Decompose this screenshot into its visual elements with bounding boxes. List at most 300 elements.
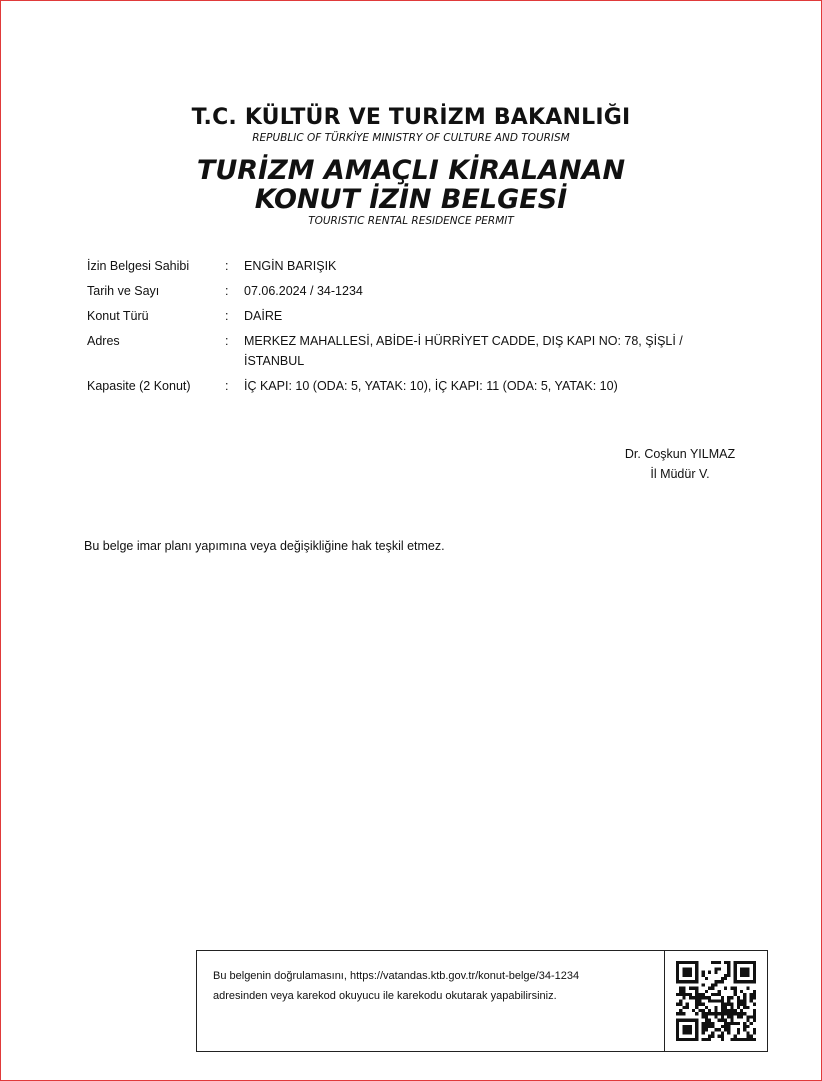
- qr-module: [718, 1028, 721, 1031]
- qr-module: [730, 1006, 733, 1009]
- qr-module: [695, 967, 698, 970]
- qr-module: [679, 980, 682, 983]
- qr-module: [689, 993, 692, 996]
- qr-module: [737, 1015, 740, 1018]
- qr-module: [746, 974, 749, 977]
- qr-module: [746, 987, 749, 990]
- qr-module: [695, 980, 698, 983]
- qr-module: [734, 974, 737, 977]
- qr-module: [746, 971, 749, 974]
- qr-module: [695, 1028, 698, 1031]
- signature-block: [560, 444, 800, 484]
- qr-module: [695, 987, 698, 990]
- qr-module: [743, 1028, 746, 1031]
- qr-module: [740, 961, 743, 964]
- field-label: Adres: [87, 334, 120, 348]
- qr-module: [682, 967, 685, 970]
- qr-module: [702, 1038, 705, 1041]
- qr-module: [743, 974, 746, 977]
- qr-module: [743, 971, 746, 974]
- qr-module: [705, 1015, 708, 1018]
- qr-module: [686, 1028, 689, 1031]
- qr-module: [746, 1035, 749, 1038]
- qr-module: [676, 1031, 679, 1034]
- qr-module: [708, 1022, 711, 1025]
- qr-module: [705, 1012, 708, 1015]
- field-label: Tarih ve Sayı: [87, 284, 160, 298]
- qr-module: [689, 974, 692, 977]
- field-row-capacity: [87, 376, 747, 396]
- document-title: [0, 156, 822, 214]
- qr-module: [676, 1028, 679, 1031]
- qr-module: [721, 1038, 724, 1041]
- qr-module: [695, 1019, 698, 1022]
- qr-module: [689, 1019, 692, 1022]
- qr-module: [679, 1003, 682, 1006]
- qr-module: [746, 1015, 749, 1018]
- qr-module: [689, 987, 692, 990]
- qr-module: [682, 990, 685, 993]
- field-row-owner: [87, 256, 747, 276]
- qr-module: [753, 977, 756, 980]
- qr-module: [727, 974, 730, 977]
- qr-module: [721, 977, 724, 980]
- qr-module: [727, 967, 730, 970]
- qr-module: [708, 999, 711, 1002]
- qr-module: [695, 1022, 698, 1025]
- qr-module: [676, 1012, 679, 1015]
- qr-module: [721, 1006, 724, 1009]
- qr-module: [737, 1022, 740, 1025]
- field-label: İzin Belgesi Sahibi: [87, 259, 190, 273]
- qr-module: [695, 974, 698, 977]
- qr-module: [743, 961, 746, 964]
- qr-module: [676, 1035, 679, 1038]
- qr-module: [676, 1003, 679, 1006]
- qr-module: [734, 1009, 737, 1012]
- qr-module: [718, 1012, 721, 1015]
- qr-module: [682, 980, 685, 983]
- qr-module: [711, 1025, 714, 1028]
- qr-module: [682, 987, 685, 990]
- qr-module: [737, 1006, 740, 1009]
- qr-module: [734, 961, 737, 964]
- qr-module: [734, 1012, 737, 1015]
- qr-module: [705, 990, 708, 993]
- qr-module: [743, 1022, 746, 1025]
- qr-module: [686, 974, 689, 977]
- field-value: İÇ KAPI: 10 (ODA: 5, YATAK: 10), İÇ KAPI: 11 (ODA: 5, YATAK: 10): [244, 379, 618, 393]
- qr-module: [689, 967, 692, 970]
- qr-module: [727, 971, 730, 974]
- qr-module: [695, 1025, 698, 1028]
- address-line2: İSTANBUL: [244, 354, 305, 368]
- qr-module: [750, 993, 753, 996]
- qr-module: [750, 996, 753, 999]
- qr-module: [689, 996, 692, 999]
- qr-module: [724, 977, 727, 980]
- qr-module: [734, 1022, 737, 1025]
- qr-module: [730, 1003, 733, 1006]
- qr-module: [750, 1035, 753, 1038]
- qr-module: [743, 1003, 746, 1006]
- qr-module: [721, 1003, 724, 1006]
- qr-module: [724, 1025, 727, 1028]
- qr-module: [676, 977, 679, 980]
- qr-module: [746, 1038, 749, 1041]
- qr-module: [730, 996, 733, 999]
- qr-module: [734, 990, 737, 993]
- qr-module: [686, 980, 689, 983]
- qr-code-cell: [664, 951, 767, 1051]
- qr-module: [718, 1035, 721, 1038]
- qr-module: [740, 980, 743, 983]
- document-header: [0, 104, 822, 228]
- qr-module: [737, 1028, 740, 1031]
- qr-module: [676, 993, 679, 996]
- qr-module: [686, 1006, 689, 1009]
- qr-module: [753, 1019, 756, 1022]
- qr-module: [727, 1022, 730, 1025]
- field-value: 07.06.2024 / 34-1234: [244, 284, 363, 298]
- qr-module: [740, 999, 743, 1002]
- qr-module: [695, 1003, 698, 1006]
- qr-module: [753, 996, 756, 999]
- qr-module: [698, 996, 701, 999]
- qr-module: [724, 961, 727, 964]
- qr-module: [740, 971, 743, 974]
- qr-module: [702, 971, 705, 974]
- qr-module: [746, 980, 749, 983]
- qr-module: [743, 993, 746, 996]
- qr-module: [679, 990, 682, 993]
- qr-module: [734, 980, 737, 983]
- qr-module: [734, 993, 737, 996]
- qr-module: [695, 1006, 698, 1009]
- qr-module: [682, 1031, 685, 1034]
- qr-module: [734, 964, 737, 967]
- qr-module: [698, 999, 701, 1002]
- qr-module: [737, 1031, 740, 1034]
- document-title-line2: KONUT İZİN BELGESİ: [254, 184, 568, 215]
- qr-module: [676, 974, 679, 977]
- qr-module: [730, 987, 733, 990]
- qr-module: [746, 1006, 749, 1009]
- qr-module: [686, 967, 689, 970]
- qr-module: [718, 961, 721, 964]
- qr-module: [705, 1022, 708, 1025]
- qr-module: [695, 1038, 698, 1041]
- field-colon: :: [225, 334, 229, 348]
- qr-module: [714, 967, 717, 970]
- qr-module: [718, 967, 721, 970]
- field-colon: :: [225, 259, 229, 273]
- qr-module: [682, 971, 685, 974]
- qr-module: [682, 1019, 685, 1022]
- qr-module: [695, 961, 698, 964]
- qr-module: [721, 1012, 724, 1015]
- qr-module: [721, 1015, 724, 1018]
- qr-module: [711, 1031, 714, 1034]
- qr-module: [714, 1012, 717, 1015]
- qr-module: [743, 999, 746, 1002]
- qr-code-icon: [676, 961, 756, 1041]
- qr-module: [695, 977, 698, 980]
- qr-module: [734, 971, 737, 974]
- qr-module: [753, 1015, 756, 1018]
- qr-module: [695, 1031, 698, 1034]
- qr-module: [679, 1019, 682, 1022]
- qr-module: [746, 961, 749, 964]
- qr-module: [737, 1038, 740, 1041]
- qr-module: [740, 1012, 743, 1015]
- qr-module: [676, 961, 679, 964]
- qr-module: [746, 1019, 749, 1022]
- qr-module: [724, 1019, 727, 1022]
- qr-module: [727, 964, 730, 967]
- qr-module: [689, 1031, 692, 1034]
- qr-module: [689, 961, 692, 964]
- verification-line2: adresinden veya karekod okuyucu ile karekodu okutarak yapabilirsiniz.: [213, 990, 557, 1002]
- qr-module: [692, 996, 695, 999]
- field-row-address: [87, 331, 747, 371]
- qr-module: [753, 990, 756, 993]
- qr-module: [721, 1031, 724, 1034]
- qr-module: [698, 1009, 701, 1012]
- qr-module: [682, 974, 685, 977]
- qr-module: [676, 964, 679, 967]
- qr-module: [702, 1025, 705, 1028]
- qr-module: [737, 1012, 740, 1015]
- qr-module: [721, 996, 724, 999]
- qr-module: [676, 971, 679, 974]
- qr-module: [727, 961, 730, 964]
- qr-module: [708, 1012, 711, 1015]
- qr-module: [686, 1025, 689, 1028]
- qr-module: [708, 996, 711, 999]
- qr-module: [695, 964, 698, 967]
- qr-module: [702, 996, 705, 999]
- qr-module: [714, 971, 717, 974]
- qr-module: [718, 993, 721, 996]
- qr-module: [724, 1022, 727, 1025]
- qr-module: [724, 1006, 727, 1009]
- qr-module: [686, 1019, 689, 1022]
- address-line1: MERKEZ MAHALLESİ, ABİDE-İ HÜRRİYET CADDE, DIŞ KAPI NO: 78, ŞİŞLİ /: [244, 334, 683, 348]
- qr-module: [686, 1003, 689, 1006]
- qr-module: [734, 967, 737, 970]
- qr-module: [689, 1028, 692, 1031]
- qr-module: [721, 1019, 724, 1022]
- qr-module: [737, 961, 740, 964]
- qr-module: [753, 993, 756, 996]
- qr-module: [737, 980, 740, 983]
- verification-text: [197, 951, 664, 1051]
- qr-module: [698, 1003, 701, 1006]
- qr-module: [708, 1035, 711, 1038]
- qr-module: [679, 993, 682, 996]
- qr-module: [740, 967, 743, 970]
- qr-module: [682, 961, 685, 964]
- qr-module: [682, 1028, 685, 1031]
- qr-module: [737, 996, 740, 999]
- qr-module: [727, 1028, 730, 1031]
- qr-module: [718, 999, 721, 1002]
- qr-module: [705, 1038, 708, 1041]
- qr-module: [724, 974, 727, 977]
- field-value: DAİRE: [244, 309, 283, 323]
- qr-module: [721, 1009, 724, 1012]
- qr-module: [695, 993, 698, 996]
- qr-module: [743, 996, 746, 999]
- qr-module: [730, 1038, 733, 1041]
- qr-module: [692, 1009, 695, 1012]
- qr-module: [730, 1015, 733, 1018]
- qr-module: [705, 977, 708, 980]
- qr-module: [708, 987, 711, 990]
- qr-module: [711, 987, 714, 990]
- signatory-role: İl Müdür V.: [650, 467, 710, 481]
- qr-module: [702, 1015, 705, 1018]
- qr-module: [702, 983, 705, 986]
- ministry-title-english: REPUBLIC OF TÜRKİYE MINISTRY OF CULTURE AND TOURISM: [252, 132, 570, 144]
- qr-module: [734, 1035, 737, 1038]
- qr-module: [714, 1009, 717, 1012]
- qr-module: [753, 974, 756, 977]
- qr-module: [730, 1009, 733, 1012]
- verification-line1: Bu belgenin doğrulamasını, https://vatandas.ktb.gov.tr/konut-belge/34-1234: [213, 970, 580, 982]
- qr-module: [714, 999, 717, 1002]
- qr-module: [676, 1019, 679, 1022]
- qr-module: [718, 990, 721, 993]
- qr-module: [682, 993, 685, 996]
- qr-module: [702, 1022, 705, 1025]
- qr-module: [679, 1012, 682, 1015]
- qr-module: [740, 974, 743, 977]
- qr-module: [676, 1022, 679, 1025]
- qr-module: [730, 1012, 733, 1015]
- qr-module: [727, 999, 730, 1002]
- qr-module: [711, 961, 714, 964]
- qr-module: [753, 1028, 756, 1031]
- qr-module: [740, 990, 743, 993]
- qr-module: [686, 971, 689, 974]
- field-value-address: [244, 331, 747, 371]
- qr-module: [711, 1035, 714, 1038]
- qr-module: [734, 977, 737, 980]
- qr-module: [714, 961, 717, 964]
- qr-module: [708, 1025, 711, 1028]
- qr-module: [705, 1025, 708, 1028]
- qr-module: [695, 1012, 698, 1015]
- qr-module: [740, 1038, 743, 1041]
- qr-module: [698, 993, 701, 996]
- qr-module: [753, 967, 756, 970]
- qr-module: [682, 1012, 685, 1015]
- qr-module: [727, 996, 730, 999]
- field-row-date-number: [87, 281, 747, 301]
- qr-module: [746, 1031, 749, 1034]
- qr-module: [750, 1015, 753, 1018]
- permit-fields: [87, 256, 747, 401]
- qr-module: [734, 987, 737, 990]
- field-label: Konut Türü: [87, 309, 149, 323]
- qr-module: [682, 1025, 685, 1028]
- qr-module: [721, 999, 724, 1002]
- qr-module: [705, 1019, 708, 1022]
- qr-module: [702, 1028, 705, 1031]
- qr-module: [737, 999, 740, 1002]
- qr-module: [753, 1038, 756, 1041]
- qr-module: [711, 983, 714, 986]
- qr-module: [743, 1012, 746, 1015]
- document-title-english: TOURISTIC RENTAL RESIDENCE PERMIT: [308, 215, 514, 227]
- qr-module: [695, 971, 698, 974]
- qr-module: [702, 1031, 705, 1034]
- field-colon: :: [225, 284, 229, 298]
- qr-module: [689, 980, 692, 983]
- qr-module: [753, 1031, 756, 1034]
- qr-module: [724, 1028, 727, 1031]
- qr-module: [679, 1038, 682, 1041]
- document-title-line1: TURİZM AMAÇLI KİRALANAN: [196, 155, 626, 186]
- qr-module: [730, 1019, 733, 1022]
- qr-module: [740, 1003, 743, 1006]
- field-row-residence-type: [87, 306, 747, 326]
- qr-module: [746, 967, 749, 970]
- verification-box: [196, 950, 768, 1052]
- qr-module: [676, 1025, 679, 1028]
- qr-module: [686, 1031, 689, 1034]
- qr-module: [679, 987, 682, 990]
- qr-module: [702, 1003, 705, 1006]
- qr-module: [750, 1038, 753, 1041]
- qr-module: [746, 1025, 749, 1028]
- qr-module: [692, 980, 695, 983]
- qr-module: [705, 1028, 708, 1031]
- qr-module: [676, 967, 679, 970]
- qr-module: [686, 1038, 689, 1041]
- qr-module: [721, 1035, 724, 1038]
- qr-module: [702, 1009, 705, 1012]
- qr-module: [708, 1019, 711, 1022]
- qr-module: [711, 1022, 714, 1025]
- qr-module: [686, 961, 689, 964]
- qr-module: [689, 1025, 692, 1028]
- qr-module: [737, 1003, 740, 1006]
- qr-module: [750, 1022, 753, 1025]
- qr-module: [724, 1012, 727, 1015]
- qr-module: [702, 993, 705, 996]
- qr-module: [708, 1038, 711, 1041]
- field-colon: :: [225, 379, 229, 393]
- qr-module: [753, 971, 756, 974]
- qr-module: [714, 1015, 717, 1018]
- qr-module: [702, 974, 705, 977]
- qr-module: [695, 1035, 698, 1038]
- qr-module: [692, 1038, 695, 1041]
- qr-module: [750, 980, 753, 983]
- qr-module: [753, 980, 756, 983]
- qr-module: [679, 999, 682, 1002]
- qr-module: [695, 990, 698, 993]
- qr-module: [740, 1009, 743, 1012]
- qr-module: [714, 1006, 717, 1009]
- qr-module: [750, 961, 753, 964]
- qr-module: [695, 996, 698, 999]
- qr-module: [743, 1006, 746, 1009]
- qr-module: [734, 1038, 737, 1041]
